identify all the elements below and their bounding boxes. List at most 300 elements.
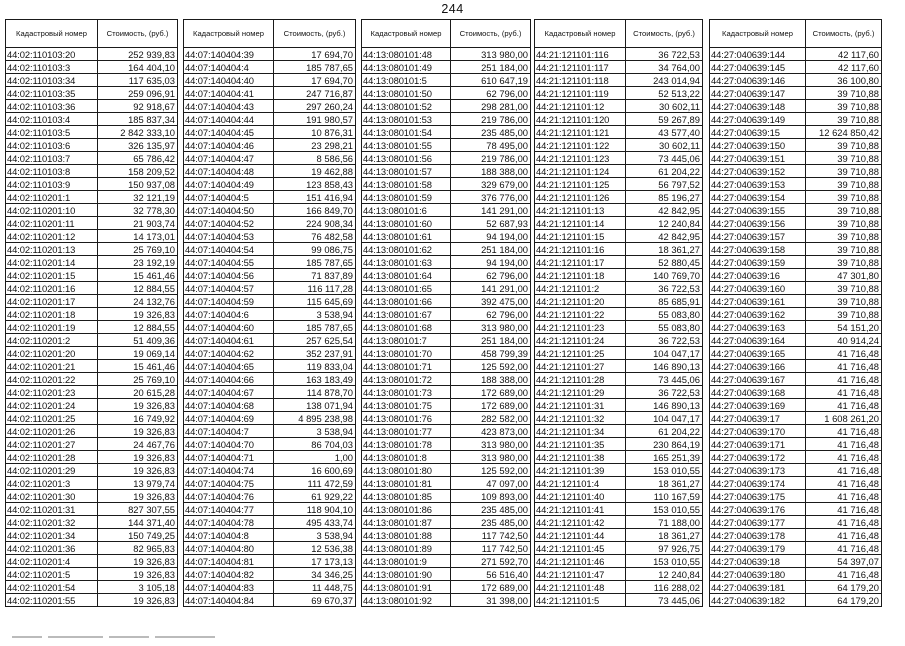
cost-cell: 39 710,88 <box>806 217 882 230</box>
cadastral-number-cell: 44:21:121101:125 <box>535 178 626 191</box>
cadastral-number-cell: 44:13:080101:48 <box>362 48 451 61</box>
cost-cell: 56 516,40 <box>451 568 531 581</box>
cadastral-number-cell: 44:21:121101:41 <box>535 503 626 516</box>
table-row <box>6 61 178 74</box>
table-row <box>710 165 882 178</box>
cadastral-number-cell: 44:13:080101:8 <box>362 451 451 464</box>
header-cost: Стоимость, (руб.) <box>98 20 178 48</box>
table-row <box>710 464 882 477</box>
cost-cell: 30 602,11 <box>626 139 703 152</box>
table-row <box>362 48 531 61</box>
cadastral-number-cell: 44:13:080101:77 <box>362 425 451 438</box>
cost-cell: 41 716,48 <box>806 360 882 373</box>
table-row <box>6 282 178 295</box>
table-row <box>184 438 356 451</box>
cost-cell: 17 694,70 <box>274 74 356 87</box>
table-row <box>535 334 703 347</box>
table-row <box>710 503 882 516</box>
cost-cell: 172 689,00 <box>451 581 531 594</box>
table-row <box>6 321 178 334</box>
table-row <box>362 191 531 204</box>
cadastral-number-cell: 44:02:110201:1 <box>6 191 98 204</box>
cost-cell: 34 346,25 <box>274 568 356 581</box>
cost-cell: 172 689,00 <box>451 386 531 399</box>
table-row <box>6 464 178 477</box>
cost-cell: 19 326,83 <box>98 464 178 477</box>
cost-cell: 62 796,00 <box>451 269 531 282</box>
cost-cell: 34 764,00 <box>626 61 703 74</box>
cost-cell: 257 625,54 <box>274 334 356 347</box>
cost-cell: 191 980,57 <box>274 113 356 126</box>
table-row <box>362 464 531 477</box>
cadastral-number-cell: 44:13:080101:50 <box>362 87 451 100</box>
cost-cell: 144 371,40 <box>98 516 178 529</box>
table-row <box>710 217 882 230</box>
table-row <box>710 61 882 74</box>
table-row <box>362 581 531 594</box>
table-row <box>535 516 703 529</box>
table-row <box>362 204 531 217</box>
header-cost: Стоимость, (руб.) <box>806 20 882 48</box>
cost-cell: 47 097,00 <box>451 477 531 490</box>
table-row <box>535 438 703 451</box>
cadastral-number-cell: 44:07:140404:5 <box>184 191 274 204</box>
table-row <box>362 217 531 230</box>
cadastral-number-cell: 44:07:140404:47 <box>184 152 274 165</box>
cadastral-number-cell: 44:27:040639:144 <box>710 48 806 61</box>
cost-cell: 247 716,87 <box>274 87 356 100</box>
table-row <box>6 347 178 360</box>
table-row <box>184 321 356 334</box>
cadastral-number-cell: 44:13:080101:56 <box>362 152 451 165</box>
table-row <box>710 438 882 451</box>
table-row <box>362 477 531 490</box>
cadastral-number-cell: 44:07:140404:62 <box>184 347 274 360</box>
table-row <box>6 581 178 594</box>
table-row <box>710 269 882 282</box>
cost-cell: 118 904,10 <box>274 503 356 516</box>
cadastral-number-cell: 44:07:140404:48 <box>184 165 274 178</box>
table-row <box>6 87 178 100</box>
table-row <box>184 568 356 581</box>
table-row <box>362 425 531 438</box>
cost-cell: 31 398,00 <box>451 594 531 607</box>
cost-cell: 188 388,00 <box>451 165 531 178</box>
cost-cell: 313 980,00 <box>451 48 531 61</box>
cadastral-number-cell: 44:21:121101:45 <box>535 542 626 555</box>
table-row <box>710 87 882 100</box>
cost-cell: 12 624 850,42 <box>806 126 882 139</box>
table-row <box>6 412 178 425</box>
table-row <box>535 100 703 113</box>
cadastral-number-cell: 44:02:110103:36 <box>6 100 98 113</box>
table-row <box>184 230 356 243</box>
cadastral-number-cell: 44:07:140404:44 <box>184 113 274 126</box>
cadastral-number-cell: 44:21:121101:126 <box>535 191 626 204</box>
cadastral-number-cell: 44:21:121101:13 <box>535 204 626 217</box>
cadastral-number-cell: 44:02:110201:34 <box>6 529 98 542</box>
table-row <box>362 139 531 152</box>
cadastral-number-cell: 44:21:121101:28 <box>535 373 626 386</box>
cadastral-number-cell: 44:27:040639:171 <box>710 438 806 451</box>
cost-cell: 251 184,00 <box>451 243 531 256</box>
cadastral-number-cell: 44:21:121101:124 <box>535 165 626 178</box>
cost-cell: 41 716,48 <box>806 503 882 516</box>
cost-cell: 19 069,14 <box>98 347 178 360</box>
cadastral-number-cell: 44:13:080101:64 <box>362 269 451 282</box>
cadastral-number-cell: 44:27:040639:180 <box>710 568 806 581</box>
cost-cell: 19 326,83 <box>98 594 178 607</box>
cost-cell: 39 710,88 <box>806 204 882 217</box>
cost-cell: 64 179,20 <box>806 594 882 607</box>
cadastral-number-cell: 44:13:080101:70 <box>362 347 451 360</box>
cost-cell: 41 716,48 <box>806 373 882 386</box>
cost-cell: 39 710,88 <box>806 295 882 308</box>
cadastral-number-cell: 44:07:140404:54 <box>184 243 274 256</box>
cadastral-number-cell: 44:02:110201:55 <box>6 594 98 607</box>
cost-cell: 17 173,13 <box>274 555 356 568</box>
table-row <box>362 542 531 555</box>
cadastral-number-cell: 44:07:140404:77 <box>184 503 274 516</box>
table-row <box>184 295 356 308</box>
table-row <box>535 321 703 334</box>
table-row <box>184 451 356 464</box>
table-row <box>184 282 356 295</box>
table-row <box>184 243 356 256</box>
table-row <box>6 191 178 204</box>
cost-cell: 252 939,83 <box>98 48 178 61</box>
cost-cell: 20 615,28 <box>98 386 178 399</box>
table-row <box>535 568 703 581</box>
cadastral-number-cell: 44:02:110201:31 <box>6 503 98 516</box>
table-row <box>184 334 356 347</box>
table-row <box>184 256 356 269</box>
table-row <box>535 529 703 542</box>
cadastral-number-cell: 44:27:040639:153 <box>710 178 806 191</box>
cadastral-number-cell: 44:27:040639:182 <box>710 594 806 607</box>
cadastral-number-cell: 44:02:110201:21 <box>6 360 98 373</box>
header-cost: Стоимость, (руб.) <box>451 20 531 48</box>
cost-cell: 111 472,59 <box>274 477 356 490</box>
table-row <box>6 230 178 243</box>
cost-cell: 32 778,30 <box>98 204 178 217</box>
table-row <box>710 321 882 334</box>
cost-cell: 164 404,10 <box>98 61 178 74</box>
cost-cell: 21 903,74 <box>98 217 178 230</box>
cadastral-number-cell: 44:21:121101:39 <box>535 464 626 477</box>
cost-cell: 19 326,83 <box>98 490 178 503</box>
cadastral-number-cell: 44:02:110201:17 <box>6 295 98 308</box>
table-row <box>184 490 356 503</box>
cost-cell: 39 710,88 <box>806 308 882 321</box>
cost-cell: 43 577,40 <box>626 126 703 139</box>
cadastral-number-cell: 44:02:110201:54 <box>6 581 98 594</box>
table-row <box>710 152 882 165</box>
table-row <box>535 191 703 204</box>
table-row <box>184 529 356 542</box>
cadastral-number-cell: 44:13:080101:5 <box>362 74 451 87</box>
cost-cell: 251 184,00 <box>451 334 531 347</box>
cadastral-number-cell: 44:21:121101:38 <box>535 451 626 464</box>
cadastral-number-cell: 44:27:040639:162 <box>710 308 806 321</box>
table-row <box>184 386 356 399</box>
table-row <box>184 581 356 594</box>
cost-cell: 230 864,19 <box>626 438 703 451</box>
cost-cell: 19 326,83 <box>98 399 178 412</box>
cost-cell: 392 475,00 <box>451 295 531 308</box>
cost-cell: 19 326,83 <box>98 308 178 321</box>
cadastral-number-cell: 44:21:121101:31 <box>535 399 626 412</box>
cost-cell: 166 849,70 <box>274 204 356 217</box>
cadastral-number-cell: 44:27:040639:145 <box>710 61 806 74</box>
cadastral-number-cell: 44:07:140404:50 <box>184 204 274 217</box>
cost-cell: 185 787,65 <box>274 256 356 269</box>
table-row <box>362 555 531 568</box>
cost-cell: 172 689,00 <box>451 399 531 412</box>
cost-cell: 55 083,80 <box>626 308 703 321</box>
cadastral-number-cell: 44:07:140404:78 <box>184 516 274 529</box>
cadastral-number-cell: 44:27:040639:165 <box>710 347 806 360</box>
cost-cell: 39 710,88 <box>806 178 882 191</box>
cost-cell: 116 288,02 <box>626 581 703 594</box>
cost-cell: 62 796,00 <box>451 87 531 100</box>
cadastral-number-cell: 44:13:080101:54 <box>362 126 451 139</box>
cost-cell: 188 388,00 <box>451 373 531 386</box>
table-row <box>535 581 703 594</box>
table-row <box>710 204 882 217</box>
table-row <box>710 581 882 594</box>
table-row <box>184 347 356 360</box>
scan-footer-marks <box>12 628 252 636</box>
cost-cell: 125 592,00 <box>451 360 531 373</box>
table-row <box>362 87 531 100</box>
cost-cell: 17 694,70 <box>274 48 356 61</box>
cost-cell: 235 485,00 <box>451 516 531 529</box>
cadastral-number-cell: 44:21:121101:117 <box>535 61 626 74</box>
cost-cell: 39 710,88 <box>806 139 882 152</box>
cadastral-number-cell: 44:07:140404:80 <box>184 542 274 555</box>
table-row <box>535 113 703 126</box>
cost-cell: 125 592,00 <box>451 464 531 477</box>
table-row <box>184 165 356 178</box>
cost-cell: 92 918,67 <box>98 100 178 113</box>
table-row <box>6 542 178 555</box>
table-row <box>710 74 882 87</box>
table-row <box>535 87 703 100</box>
cost-cell: 243 014,94 <box>626 74 703 87</box>
table-row <box>710 373 882 386</box>
table-row <box>362 126 531 139</box>
cadastral-number-cell: 44:27:040639:147 <box>710 87 806 100</box>
cost-cell: 8 586,56 <box>274 152 356 165</box>
table-row <box>710 360 882 373</box>
table-row <box>362 282 531 295</box>
table-row <box>6 386 178 399</box>
cost-cell: 115 645,69 <box>274 295 356 308</box>
cadastral-number-cell: 44:27:040639:163 <box>710 321 806 334</box>
cadastral-number-cell: 44:02:110201:5 <box>6 568 98 581</box>
cost-cell: 140 769,70 <box>626 269 703 282</box>
cadastral-number-cell: 44:13:080101:59 <box>362 191 451 204</box>
cadastral-number-cell: 44:07:140404:69 <box>184 412 274 425</box>
table-row <box>184 503 356 516</box>
cadastral-number-cell: 44:27:040639:154 <box>710 191 806 204</box>
cadastral-number-cell: 44:07:140404:6 <box>184 308 274 321</box>
cadastral-number-cell: 44:27:040639:160 <box>710 282 806 295</box>
cadastral-number-cell: 44:02:110103:5 <box>6 126 98 139</box>
cadastral-number-cell: 44:02:110103:7 <box>6 152 98 165</box>
cadastral-number-cell: 44:27:040639:179 <box>710 542 806 555</box>
cadastral-number-cell: 44:02:110201:16 <box>6 282 98 295</box>
cadastral-number-cell: 44:27:040639:167 <box>710 373 806 386</box>
table-row <box>362 568 531 581</box>
cadastral-number-cell: 44:02:110103:8 <box>6 165 98 178</box>
cadastral-number-cell: 44:07:140404:43 <box>184 100 274 113</box>
cadastral-number-cell: 44:27:040639:146 <box>710 74 806 87</box>
cost-cell: 146 890,13 <box>626 399 703 412</box>
cadastral-number-cell: 44:21:121101:123 <box>535 152 626 165</box>
cadastral-number-cell: 44:21:121101:118 <box>535 74 626 87</box>
table-row <box>535 373 703 386</box>
cost-cell: 36 722,53 <box>626 48 703 61</box>
cadastral-number-cell: 44:27:040639:181 <box>710 581 806 594</box>
cadastral-number-cell: 44:02:110201:18 <box>6 308 98 321</box>
table-row <box>6 165 178 178</box>
table-row <box>535 399 703 412</box>
cost-cell: 69 670,37 <box>274 594 356 607</box>
cost-cell: 110 167,59 <box>626 490 703 503</box>
cost-cell: 23 192,19 <box>98 256 178 269</box>
cost-cell: 56 797,52 <box>626 178 703 191</box>
cost-cell: 94 194,00 <box>451 256 531 269</box>
cadastral-number-cell: 44:13:080101:88 <box>362 529 451 542</box>
cadastral-number-cell: 44:02:110103:6 <box>6 139 98 152</box>
cadastral-number-cell: 44:27:040639:178 <box>710 529 806 542</box>
cost-cell: 114 878,70 <box>274 386 356 399</box>
cadastral-number-cell: 44:07:140404:83 <box>184 581 274 594</box>
table-row <box>535 477 703 490</box>
table-row <box>535 139 703 152</box>
cadastral-number-cell: 44:07:140404:57 <box>184 282 274 295</box>
cadastral-number-cell: 44:02:110201:4 <box>6 555 98 568</box>
table-row <box>535 542 703 555</box>
cost-cell: 827 307,55 <box>98 503 178 516</box>
table-row <box>6 555 178 568</box>
cadastral-number-cell: 44:02:110201:23 <box>6 386 98 399</box>
cost-cell: 55 083,80 <box>626 321 703 334</box>
cadastral-number-cell: 44:13:080101:81 <box>362 477 451 490</box>
cadastral-number-cell: 44:13:080101:78 <box>362 438 451 451</box>
cadastral-number-cell: 44:27:040639:149 <box>710 113 806 126</box>
cadastral-number-cell: 44:02:110201:28 <box>6 451 98 464</box>
table-row <box>535 152 703 165</box>
table-row <box>6 152 178 165</box>
cadastral-number-cell: 44:21:121101:23 <box>535 321 626 334</box>
cost-cell: 119 833,04 <box>274 360 356 373</box>
table-row <box>184 113 356 126</box>
cadastral-number-cell: 44:13:080101:52 <box>362 100 451 113</box>
cost-cell: 41 716,48 <box>806 399 882 412</box>
cadastral-number-cell: 44:07:140404:49 <box>184 178 274 191</box>
cadastral-number-cell: 44:27:040639:17 <box>710 412 806 425</box>
cadastral-number-cell: 44:13:080101:76 <box>362 412 451 425</box>
cost-cell: 109 893,00 <box>451 490 531 503</box>
cost-cell: 16 749,92 <box>98 412 178 425</box>
cost-cell: 39 710,88 <box>806 191 882 204</box>
cadastral-number-cell: 44:13:080101:9 <box>362 555 451 568</box>
table-row <box>184 152 356 165</box>
cost-cell: 153 010,55 <box>626 555 703 568</box>
cost-cell: 41 716,48 <box>806 529 882 542</box>
cadastral-number-cell: 44:02:110201:13 <box>6 243 98 256</box>
cost-cell: 117 742,50 <box>451 542 531 555</box>
table-row <box>710 399 882 412</box>
table-row <box>710 568 882 581</box>
table-row <box>6 256 178 269</box>
table-row <box>535 347 703 360</box>
table-row <box>710 386 882 399</box>
cost-cell: 3 538,94 <box>274 308 356 321</box>
cadastral-number-cell: 44:13:080101:87 <box>362 516 451 529</box>
cadastral-table-3 <box>361 19 531 607</box>
table-row <box>535 48 703 61</box>
table-row <box>6 100 178 113</box>
cadastral-number-cell: 44:21:121101:20 <box>535 295 626 308</box>
cost-cell: 36 722,53 <box>626 386 703 399</box>
table-row <box>184 87 356 100</box>
table-row <box>710 594 882 607</box>
cost-cell: 326 135,97 <box>98 139 178 152</box>
cadastral-table-2 <box>183 19 356 607</box>
table-row <box>535 269 703 282</box>
table-row <box>184 477 356 490</box>
table-row <box>362 243 531 256</box>
table-row <box>710 347 882 360</box>
cost-cell: 41 716,48 <box>806 425 882 438</box>
cadastral-number-cell: 44:13:080101:58 <box>362 178 451 191</box>
cost-cell: 219 786,00 <box>451 152 531 165</box>
cost-cell: 185 787,65 <box>274 321 356 334</box>
cost-cell: 85 685,91 <box>626 295 703 308</box>
table-row <box>6 295 178 308</box>
table-row <box>535 282 703 295</box>
cost-cell: 61 204,22 <box>626 165 703 178</box>
cadastral-number-cell: 44:07:140404:56 <box>184 269 274 282</box>
cadastral-number-cell: 44:13:080101:91 <box>362 581 451 594</box>
table-row <box>535 360 703 373</box>
cadastral-number-cell: 44:13:080101:90 <box>362 568 451 581</box>
cadastral-number-cell: 44:07:140404:82 <box>184 568 274 581</box>
table-row <box>535 243 703 256</box>
cadastral-number-cell: 44:27:040639:151 <box>710 152 806 165</box>
cost-cell: 19 326,83 <box>98 451 178 464</box>
cost-cell: 138 071,94 <box>274 399 356 412</box>
cadastral-number-cell: 44:21:121101:22 <box>535 308 626 321</box>
table-row <box>184 126 356 139</box>
table-row <box>184 204 356 217</box>
cost-cell: 39 710,88 <box>806 165 882 178</box>
cost-cell: 219 786,00 <box>451 113 531 126</box>
cadastral-number-cell: 44:27:040639:18 <box>710 555 806 568</box>
cost-cell: 141 291,00 <box>451 282 531 295</box>
table-row <box>6 490 178 503</box>
cost-cell: 41 716,48 <box>806 516 882 529</box>
table-row <box>362 256 531 269</box>
table-row <box>184 217 356 230</box>
header-cadastral-number: Кадастровый номер <box>535 20 626 48</box>
cadastral-number-cell: 44:13:080101:57 <box>362 165 451 178</box>
table-row <box>184 464 356 477</box>
